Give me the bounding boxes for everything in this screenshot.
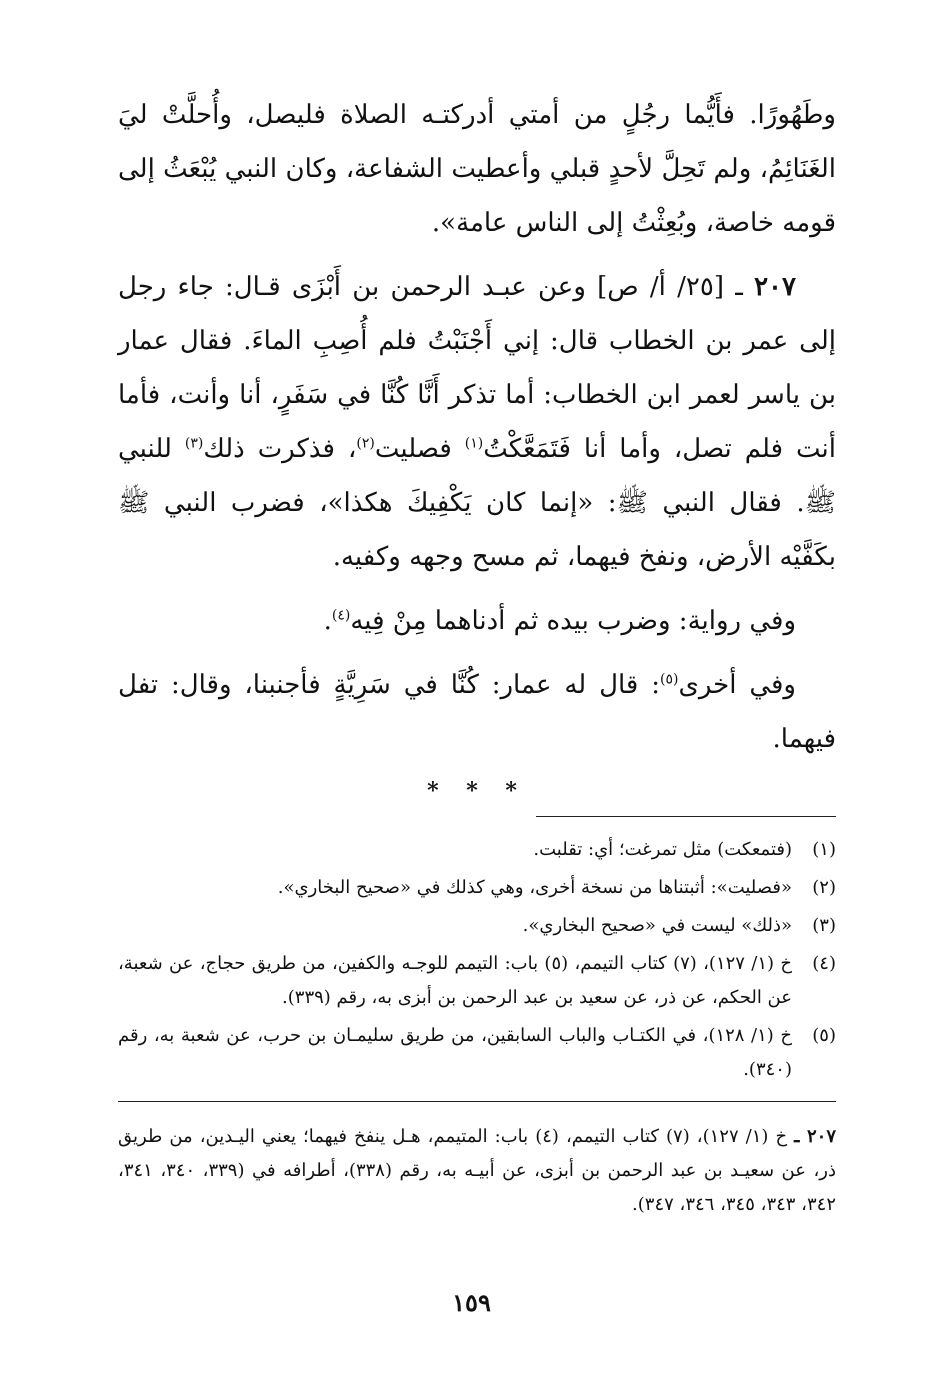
footnote-number: (٥) [812,1025,836,1046]
footnote-item [118,909,836,943]
takhrij-note [118,1120,836,1222]
paragraph-text: . [323,606,332,636]
footnote-marker[interactable]: (٣) [184,435,204,452]
takhrij-separator [118,1101,836,1102]
paragraph-text: وطَهُورًا. فأَيُّما رجُلٍ من أمتي أدركتـه الصلاة فليصل، وأُحلَّتْ ليَ الغَنَائِمُ، ولم تَحِلَّ لأحدٍ قبلي وأعطيت الشفاعة، وكان النبي يُبْعَثُ إلى قومه خاصة، وبُعِثْتُ إلى الناس عامة». [118,100,836,238]
footnote-marker[interactable]: (٤) [331,607,351,624]
footnote-number: (٤) [812,953,836,974]
paragraph-text: وفي أخرى [678,670,796,700]
footnote-item [118,1019,836,1087]
paragraph-text: فصليت [374,434,465,464]
footnote-item [118,833,836,867]
book-page [118,88,836,1240]
hadith-continuation-paragraph [118,88,836,250]
paragraph-text: ، فذكرت ذلك [203,434,357,464]
footnote-item [118,947,836,1015]
hadith-number: ٢٠٧ [754,272,796,302]
footnote-marker[interactable]: (٥) [660,671,679,688]
footnote-text: «فصليت»: أثبتناها من نسخة أخرى، وهي كذلك في «صحيح البخاري». [277,877,792,898]
footnote-marker[interactable]: (١) [464,435,484,452]
footnote-text: «ذلك» ليست في «صحيح البخاري». [522,915,792,936]
page-number: ١٥٩ [452,1288,491,1317]
paragraph-text: وفي رواية: وضرب بيده ثم أدناهما مِنْ فِيه [350,606,796,636]
footnote-number: (١) [812,839,836,860]
takhrij-text: خ (١/ ١٢٧)، (٧) كتاب التيمم، (٤) باب: المتيمم، هـل ينفخ فيهما؛ يعني اليـدين، من طريق ذر، عن سعيـد بن عبد الرحمن بن أبزى، عن أبيـه به، رقم (٣٣٨)، أطرافه في (٣٣٩، ٣٤٠، ٣٤١، ٣٤٢، ٣٤٣، ٣٤٥، ٣٤٦، ٣٤٧). [118,1126,836,1215]
paragraph-text: : قال له عمار: كُنَّا في سَرِيَّةٍ فأجنبنا، وقال: تفل فيهما. [118,670,836,754]
section-divider-stars: * * * [427,778,527,804]
ukhra-paragraph [118,658,836,766]
footnote-number: (٣) [812,915,836,936]
footnote-marker[interactable]: (٢) [356,435,375,452]
footnote-separator [536,816,836,817]
paragraph-text: للنبي ﷺ. فقال النبي ﷺ: «إنما كان يَكْفِيكَ هكذا»، فضرب النبي ﷺ بكَفَّيْه الأرض، ونفخ فيهما، ثم مسح وجهه وكفيه. [118,434,836,572]
takhrij-number: ٢٠٧ ـ [794,1126,836,1147]
footnotes-list [118,833,836,1087]
footnote-text: خ (١/ ١٢٨)، في الكتـاب والباب السابقين، من طريق سليمـان بن حرب، عن شعبة به، رقم (٣٤٠). [118,1025,792,1080]
paragraph-text: ـ [٢٥/ أ/ ص] وعن عبـد الرحمن بن أَبْزَى قـال: جاء رجل إلى عمر بن الخطاب قال: إني أَجْنَبْتُ فلم أُصِبِ الماءَ. فقال عمار بن ياسر لعمر ابن الخطاب: أما تذكر أَنَّا كُنَّا في سَفَرٍ، أنا وأنت، فأما أنت فلم تصل، وأما أنا فَتَمَعَّكْتُ [118,272,836,464]
footnote-item [118,871,836,905]
footnote-text: خ (١/ ١٢٧)، (٧) كتاب التيمم، (٥) باب: التيمم للوجـه والكفين، من طريق حجاج، عن شعبة، عن الحكم، عن ذر، عن سعيد بن عبد الرحمن بن أبزى به، رقم (٣٣٩). [118,953,792,1008]
riwaya-paragraph [118,594,836,648]
footnote-number: (٢) [812,877,836,898]
footnote-text: (فتمعكت) مثل تمرغت؛ أي: تقلبت. [533,839,792,860]
hadith-207-paragraph [118,260,836,584]
